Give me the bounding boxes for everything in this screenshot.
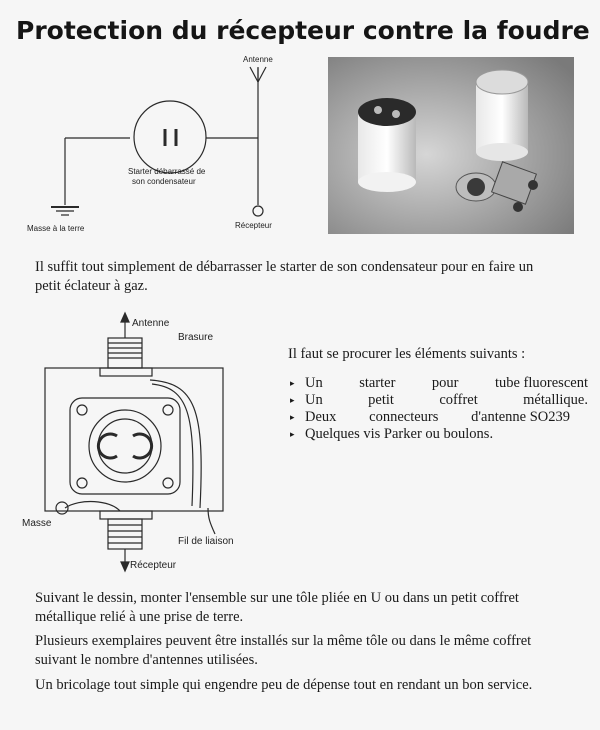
assembly-diagram bbox=[20, 308, 235, 578]
elements-list bbox=[288, 375, 588, 443]
fil-label: Fil de liaison bbox=[178, 536, 234, 547]
page-title: Protection du récepteur contre la foudre bbox=[16, 16, 590, 45]
starter-circuit-diagram bbox=[25, 50, 295, 240]
ground-label: Masse à la terre bbox=[27, 224, 85, 233]
brasure-label: Brasure bbox=[178, 332, 214, 343]
antenna-label: Antenne bbox=[243, 55, 273, 64]
intro-paragraph: Il suffit tout simplement de débarrasser le starter de son condensateur pour en faire un petit éclateur à gaz. bbox=[35, 259, 534, 294]
masse-label: Masse bbox=[22, 518, 52, 529]
receiver-label-2: Récepteur bbox=[130, 560, 177, 571]
paragraph-1: Suivant le dessin, monter l'ensemble sur une tôle pliée en U ou dans un petit coffret métallique relié à une prise de terre. bbox=[35, 590, 519, 625]
paragraph-3: Un bricolage tout simple qui engendre peu de dépense tout en rendant un bon service. bbox=[35, 677, 533, 693]
list-item: ▸ Deux connecteurs d'antenne SO239 bbox=[290, 409, 570, 425]
starter-photo bbox=[328, 57, 574, 234]
starter-photo-drawing bbox=[328, 57, 574, 234]
list-item: ▸ Quelques vis Parker ou boulons. bbox=[290, 426, 494, 442]
elements-intro: Il faut se procurer les éléments suivants : bbox=[288, 346, 526, 362]
antenna-label-2: Antenne bbox=[132, 318, 170, 329]
bullet-icon: ▸ bbox=[290, 378, 295, 388]
starter-label-1: Starter débarrassé de bbox=[128, 167, 206, 176]
paragraph-2: Plusieurs exemplaires peuvent être installés sur la même tôle ou dans le même coffret suivant le nombre d'antennes utilisées. bbox=[35, 633, 532, 668]
list-item: ▸ Un petit coffret métallique. bbox=[290, 392, 588, 408]
bullet-icon: ▸ bbox=[290, 412, 295, 422]
receiver-label: Récepteur bbox=[235, 221, 272, 230]
bullet-icon: ▸ bbox=[290, 395, 295, 405]
bullet-icon: ▸ bbox=[290, 429, 295, 439]
list-item: ▸ Un starter pour tube fluorescent bbox=[290, 375, 588, 391]
starter-label-2: son condensateur bbox=[132, 177, 196, 186]
